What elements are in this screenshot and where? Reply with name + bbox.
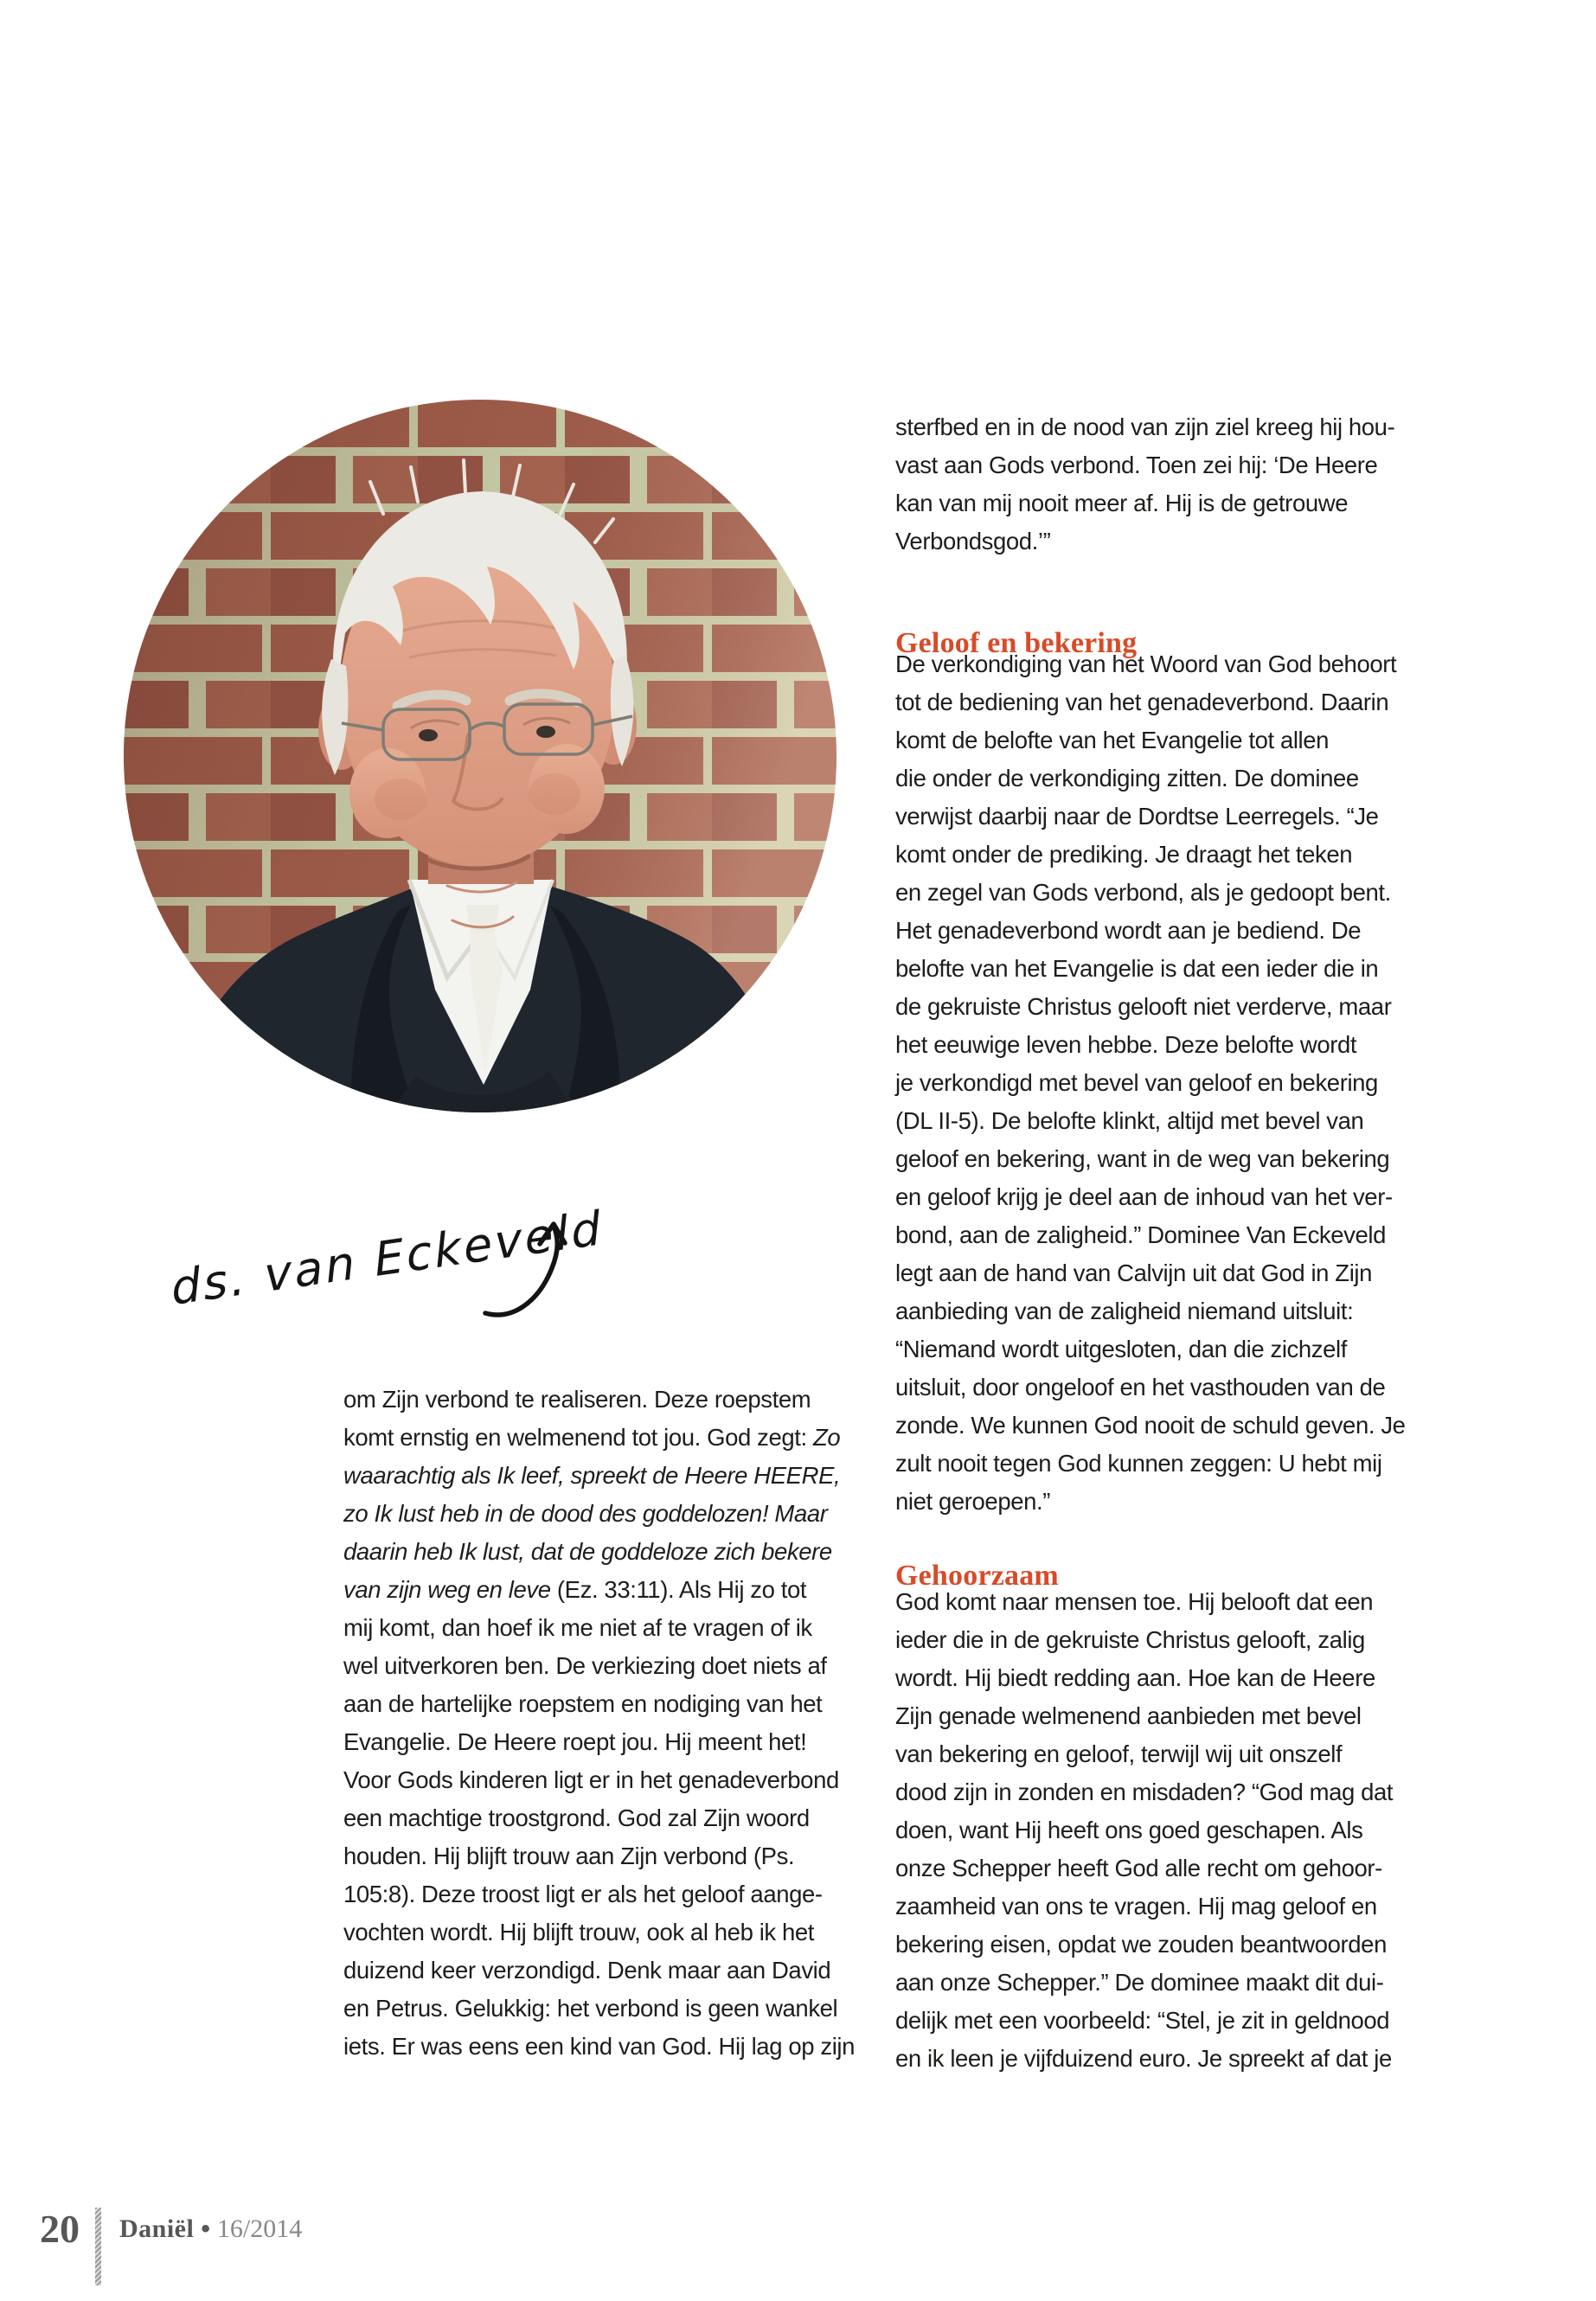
section-heading-gehoorzaam: Gehoorzaam [895,1560,1059,1593]
left-column [343,1381,873,2066]
intro-paragraph: sterfbed en in de nood van zijn ziel kreeg hij hou- vast aan Gods verbond. Toen zei hij: ‘De Heere kan van mij nooit meer af. Hij is de getrouwe Verbondsgod.’” [895,413,1395,554]
portrait-illustration [124,400,836,1112]
issue-number: 16/2014 [216,2214,303,2243]
portrait-photo [124,400,836,1112]
curved-arrow-icon [478,1211,574,1328]
issue-separator: • [201,2214,210,2243]
footer-divider [95,2208,101,2285]
right-column-intro [895,408,1458,561]
magazine-name: Daniël [119,2214,195,2243]
section-heading-geloof-en-bekering: Geloof en bekering [895,627,1138,660]
footer-issue-line [119,2214,302,2244]
right-column-section-1 [895,645,1458,1521]
page-number: 20 [40,2207,80,2251]
left-column-paragraph: om Zijn verbond te realiseren. Deze roepstem komt ernstig en welmenend tot jou. God zegt: Zo waarachtig als Ik leef, spreekt de Heere HEERE, zo Ik lust heb in de dood des goddelozen! Maar daarin heb Ik lust, dat de goddeloze zich bekere van zijn weg en leve (Ez. 33:11). Als Hij zo tot mij komt, dan hoef ik me niet af te vragen of ik wel uitverkoren ben. De verkiezing doet niets af aan de hartelijke roepstem en nodiging van het Evangelie. De Heere roept jou. Hij meent het! Voor Gods kinderen ligt er in het genadeverbond een machtige troostgrond. God zal Zijn woord houden. Hij blijft trouw aan Zijn verbond (Ps. 105:8). Deze troost ligt er als het geloof aange- vochten wordt. Hij blijft trouw, ook al heb ik het duizend keer verzondigd. Denk maar aan David en Petrus. Gelukkig: het verbond is geen wankel iets. Er was eens een kind van God. Hij lag op zijn [343,1386,856,2060]
photo-caption: ds. van Eckeveld [169,1200,606,1316]
section-1-paragraph: De verkondiging van het Woord van God behoort tot de bediening van het genadeverbond. Daarin komt de belofte van het Evangelie tot allen die onder de verkondiging zitten. De dominee verwijst daarbij naar de Dordtse Leerregels. “Je komt onder de prediking. Je draagt het teken en zegel van Gods verbond, als je gedoopt bent. Het genadeverbond wordt aan je bediend. De belofte van het Evangelie is dat een ieder die in de gekruiste Christus gelooft niet verderve, maar het eeuwige leven hebbe. Deze belofte wordt je verkondigd met bevel van geloof en bekering (DL II-5). De belofte klinkt, altijd met bevel van geloof en bekering, want in de weg van bekering en geloof krijg je deel aan de inhoud van het ver- bond, aan de zaligheid.” Dominee Van Eckeveld legt aan de hand van Calvijn uit dat God in Zijn aanbieding van de zaligheid niemand uitsluit: “Niemand wordt uitgesloten, dan die zichzelf uitsluit, door ongeloof en het vasthouden van de zonde. We kunnen God nooit de schuld geven. Je zult nooit tegen God kunnen zeggen: U hebt mij niet geroepen.” [895,651,1406,1515]
right-column-section-2 [895,1583,1458,2078]
section-2-paragraph: God komt naar mensen toe. Hij belooft dat een ieder die in de gekruiste Christus gelooft, zalig wordt. Hij biedt redding aan. Hoe kan de Heere Zijn genade welmenend aanbieden met bevel van bekering en geloof, terwijl wij uit onszelf dood zijn in zonden en misdaden? “God mag dat doen, want Hij heeft ons goed geschapen. Als onze Schepper heeft God alle recht om gehoor- zaamheid van ons te vragen. Hij mag geloof en bekering eisen, opdat we zouden beantwoorden aan onze Schepper.” De dominee maakt dit dui- delijk met een voorbeeld: “Stel, je zit in geldnood en ik leen je vijfduizend euro. Je spreekt af dat je [895,1588,1394,2072]
